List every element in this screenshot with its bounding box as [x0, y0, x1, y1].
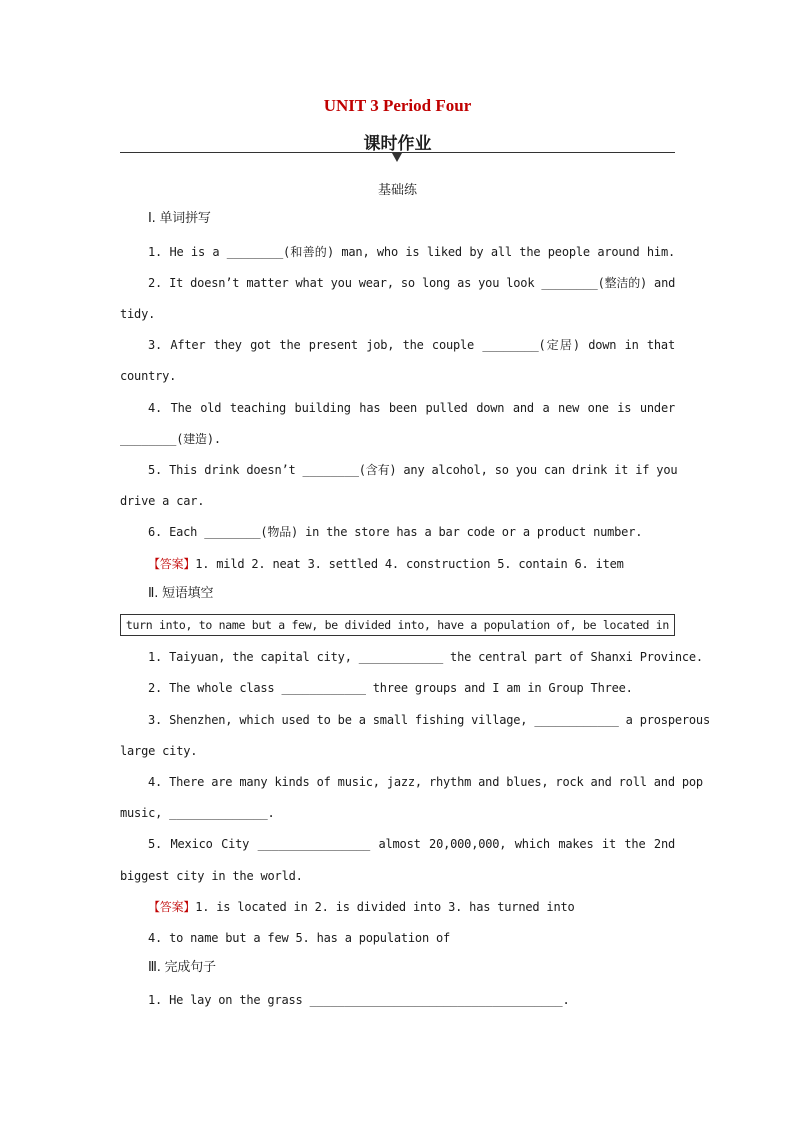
page-subtitle: 课时作业: [363, 134, 432, 154]
part2-answer: [120, 899, 675, 915]
part1-item-2: 2. It doesn’t matter what you wear, so long as you look ________(整洁的) and: [148, 276, 676, 290]
part2-item-3: 3. Shenzhen, which used to be a small fishing village, ____________ a prosperous: [148, 713, 710, 727]
page-title: UNIT 3 Period Four: [323, 96, 472, 115]
part3-heading: Ⅲ. 完成句子: [148, 960, 216, 975]
part1-item-6: 6. Each ________(物品) in the store has a bar code or a product number.: [148, 525, 643, 539]
part1-answer-text: 1. mild 2. neat 3. settled 4. construction 5. contain 6. item: [195, 557, 624, 571]
triangle-marker-icon: [392, 153, 402, 162]
part1-item-5: 5. This drink doesn’t ________(含有) any alcohol, so you can drink it if you: [148, 463, 678, 477]
part2-item-2: 2. The whole class ____________ three groups and I am in Group Three.: [148, 681, 633, 695]
part1-answer: [120, 556, 675, 572]
part1-item-1: 1. He is a ________(和善的) man, who is liked by all the people around him.: [148, 245, 675, 259]
part3-item-1: 1. He lay on the grass ____________________________________.: [148, 993, 570, 1007]
section-main-heading: 基础练: [377, 183, 417, 198]
part2-item-1: 1. Taiyuan, the capital city, ____________ the central part of Shanxi Province.: [148, 650, 703, 664]
part2-item-4-cont: music, ______________.: [120, 806, 275, 820]
part1-item-2-cont: tidy.: [120, 307, 156, 321]
answer-tag: 【答案】: [148, 900, 196, 914]
part2-heading: Ⅱ. 短语填空: [148, 586, 214, 601]
part1-heading: Ⅰ. 单词拼写: [148, 211, 211, 226]
part2-item-3-cont: large city.: [120, 744, 198, 758]
part2-item-5-cont: biggest city in the world.: [120, 869, 303, 883]
part2-answer-cont: 4. to name but a few 5. has a population of: [148, 931, 451, 945]
part1-item-3: 3. After they got the present job, the couple ________(定居) down in that: [148, 338, 675, 352]
part1-item-4: 4. The old teaching building has been pulled down and a new one is under: [148, 401, 675, 415]
part2-answer-text-1: 1. is located in 2. is divided into 3. has turned into: [195, 900, 575, 914]
part1-item-3-cont: country.: [120, 369, 177, 383]
phrase-box: turn into, to name but a few, be divided into, have a population of, be located in: [120, 614, 675, 636]
part1-item-5-cont: drive a car.: [120, 494, 205, 508]
part2-item-4: 4. There are many kinds of music, jazz, rhythm and blues, rock and roll and pop: [148, 775, 703, 789]
answer-tag: 【答案】: [148, 557, 196, 571]
part2-item-5: 5. Mexico City ________________ almost 20,000,000, which makes it the 2nd: [148, 837, 675, 851]
part1-item-4-cont: ________(建造).: [120, 432, 221, 446]
